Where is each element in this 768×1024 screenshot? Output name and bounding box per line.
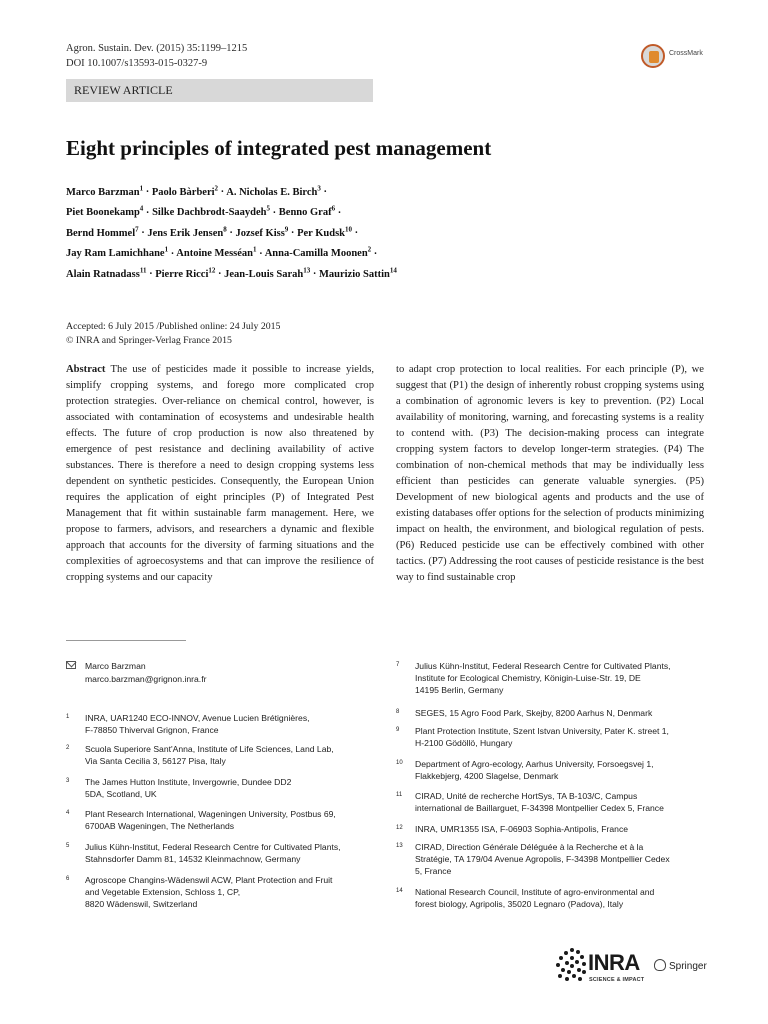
affiliation-text: CIRAD, Unité de recherche HortSys, TA B-103/C, Campus international de Baillarguet, F-34398 Montpellier Cedex 5, France (415, 791, 664, 814)
crossmark-badge[interactable] (641, 44, 736, 70)
author-affiliation-number: 14 (389, 266, 397, 274)
affiliation-number: 7 (396, 662, 400, 668)
inra-tagline: SCIENCE & IMPACT (589, 977, 645, 983)
affiliation-text: The James Hutton Institute, Invergowrie, Dundee DD2 5DA, Scotland, UK (85, 777, 292, 800)
author-name: A. Nicholas E. Birch$^3$ (226, 184, 321, 198)
author-affiliation-number: 2 (367, 245, 372, 254)
affiliation-text: Julius Kühn-Institut, Federal Research Centre for Cultivated Plants, Stahnsdorfer Damm 81, 14532 Kleinmachnow, Germany (85, 842, 341, 865)
author-name: Jay Ram Lamichhane$^1$ (66, 245, 169, 259)
author-affiliation-number: 2 (214, 184, 219, 192)
author-affiliation-number: 12 (208, 266, 216, 274)
author-name: Antoine Messéan$^1$ (176, 245, 257, 259)
author-name: Silke Dachbrodt-Saaydeh$^5$ (152, 204, 271, 218)
author-list: Marco Barzman$^1$ · Paolo Bàrberi$^2$ · A. Nicholas E. Birch$^3$ · Piet Boonekamp$^4$ · Silke Dachbrodt-Saaydeh$^5$ · Benno Graf$^6$ · Bernd Hommel$^7$ · Jens Erik Jensen$^8$ · Jozsef Kiss$^9$ · Per Kudsk$^{10}$ · Jay Ram Lamichhane$^1$ · Antoine Messéan$^1$ · Anna-Camilla Moonen$^2$ · Alain Ratnadass$^{11}$ · Pierre Ricci$^{12}$ · Jean-Louis Sarah$^{13}$ · Maurizio Sattin$^{14}$ (66, 184, 397, 280)
affiliation-text: INRA, UAR1240 ECO-INNOV, Avenue Lucien Brétignières, F-78850 Thiverval Grignon, France (85, 713, 310, 736)
author-affiliation-number: 5 (266, 204, 271, 213)
inra-dots-icon (556, 948, 586, 980)
author-affiliation-number: 7 (135, 225, 139, 233)
affiliation-number: 14 (396, 888, 403, 894)
affiliation-text: Agroscope Changins-Wädenswil ACW, Plant Protection and Fruit and Vegetable Extension, Schloss 1, CP, 8820 Wädenswil, Switzerland (85, 875, 333, 910)
affiliation-number: 6 (66, 876, 70, 882)
affiliation-text: Julius Kühn-Institut, Federal Research Centre for Cultivated Plants, Institute for Ecological Chemistry, Königin-Luise-Str. 19, DE 14195 Berlin, Germany (415, 661, 671, 696)
correspondence-name: Marco Barzman (85, 661, 146, 671)
affiliation-number: 1 (66, 714, 70, 720)
springer-logo (654, 959, 707, 972)
author-name: Alain Ratnadass$^{11}$ (66, 266, 147, 280)
affiliation-text: CIRAD, Direction Générale Déléguée à la Recherche et à la Stratégie, TA 179/04 Avenue Agropolis, F-34398 Montpellier Cedex 5, France (415, 842, 670, 877)
affiliation-text: SEGES, 15 Agro Food Park, Skejby, 8200 Aarhus N, Denmark (415, 708, 653, 718)
paper-title: Eight principles of integrated pest management (66, 136, 492, 160)
author-name: Anna-Camilla Moonen$^2$ (264, 245, 372, 259)
copyright-line: © INRA and Springer-Verlag France 2015 (66, 334, 232, 346)
affiliation-text: Department of Agro-ecology, Aarhus University, Forsoegsvej 1, Flakkebjerg, 4200 Slagelse, Denmark (415, 759, 654, 782)
affiliation-number: 2 (66, 745, 70, 751)
doi[interactable]: DOI 10.1007/s13593-015-0327-9 (66, 58, 208, 69)
affiliation-number: 13 (396, 843, 403, 849)
accepted-published-line: Accepted: 6 July 2015 /Published online: 24 July 2015 (66, 321, 281, 332)
affiliation-number: 5 (66, 843, 70, 849)
abstract-right-column (396, 362, 704, 586)
article-type-banner: REVIEW ARTICLE (66, 79, 373, 102)
author-affiliation-number: 8 (223, 225, 227, 233)
springer-wordmark: Springer (669, 961, 707, 972)
author-affiliation-number: 9 (284, 225, 289, 233)
author-name: Per Kudsk$^{10}$ (297, 225, 353, 239)
abstract-text-right: to adapt crop protection to local realities. For each principle (P), we suggest that (P1) the design of inherently robust cropping systems using a combination of agronomic levers is key to prevention. (P2) Local availability of monitoring, warning, and forecasting systems is a reality to contend with. (P3) The decision-making process can integrate cropping system factors to develop longer-term strategies. (P4) The combination of non-chemical methods that may be individually less efficient than pesticides can generate valuable synergies. (P5) Development of new biological agents and products and the use of existing databases offer options for the selection of products minimizing impact on health, the environment, and biological regulation of pests. (P6) Reduced pesticide use can be effectively combined with other tactics. (P7) Addressing the root causes of pesticide resistance is the best way to find sustainable crop (396, 364, 704, 583)
inra-logo (556, 946, 652, 990)
author-affiliation-number: 13 (303, 266, 311, 274)
author-affiliation-number: 11 (139, 266, 147, 274)
footnote-divider (66, 640, 186, 641)
affiliation-number: 9 (396, 727, 400, 733)
abstract-left-column (66, 362, 374, 586)
affiliation-number: 10 (396, 760, 403, 766)
abstract-heading: Abstract (66, 364, 106, 375)
affiliation-number: 8 (396, 709, 400, 715)
affiliation-number: 3 (66, 778, 70, 784)
author-name: Pierre Ricci$^{12}$ (155, 266, 216, 280)
author-affiliation-number: 6 (331, 204, 336, 213)
inra-wordmark: INRA (588, 950, 640, 975)
journal-citation: Agron. Sustain. Dev. (2015) 35:1199–1215 (66, 43, 248, 54)
springer-horse-icon (654, 959, 666, 971)
author-name: Jean-Louis Sarah$^{13}$ (224, 266, 311, 280)
affiliation-text: Plant Research International, Wageningen University, Postbus 69, 6700AB Wageningen, The Netherlands (85, 809, 336, 832)
publication-dates (66, 320, 280, 347)
author-affiliation-number: 1 (164, 245, 169, 254)
author-affiliation-number: 1 (139, 184, 144, 192)
author-affiliation-number: 10 (345, 225, 353, 233)
affiliation-number: 4 (66, 810, 70, 816)
author-name: Jens Erik Jensen$^8$ (147, 225, 227, 239)
envelope-icon (66, 661, 76, 669)
journal-reference (66, 41, 247, 71)
author-name: Maurizio Sattin$^{14}$ (318, 266, 397, 280)
author-name: Benno Graf$^6$ (278, 204, 336, 218)
author-name: Paolo Bàrberi$^2$ (151, 184, 219, 198)
correspondence-email[interactable]: marco.barzman@grignon.inra.fr (85, 674, 207, 684)
author-name: Bernd Hommel$^7$ (66, 225, 139, 239)
author-name: Piet Boonekamp$^4$ (66, 204, 144, 218)
affiliation-text: INRA, UMR1355 ISA, F-06903 Sophia-Antipolis, France (415, 824, 629, 834)
author-name: Marco Barzman$^1$ (66, 184, 144, 198)
abstract-text-left: The use of pesticides made it possible to increase yields, simplify cropping systems, and forego more complicated crop protection strategies. Over-reliance on chemical control, however, is associated with contamination of ecosystems and undesirable health effects. The future of crop production is now also threatened by emergence of pest resistance and declining availability of active substances. There is therefore a need to design cropping systems less dependent on synthetic pesticides. Consequently, the European Union requires the application of eight principles (P) of Integrated Pest Management that fit within sustainable farm management. Here, we propose to farmers, advisors, and researchers a dynamic and flexible approach that accounts for the diversity of farming situations and the complexities of agroecosystems and that can improve the resilience of cropping systems and our capacity (66, 364, 374, 583)
author-affiliation-number: 4 (139, 204, 144, 213)
affiliation-text: Scuola Superiore Sant'Anna, Institute of Life Sciences, Land Lab, Via Santa Cecilia 3, 56127 Pisa, Italy (85, 744, 334, 767)
author-affiliation-number: 3 (317, 184, 321, 192)
affiliation-text: Plant Protection Institute, Szent Istvan University, Pater K. street 1, H-2100 Gödöllö, Hungary (415, 726, 669, 749)
affiliation-number: 12 (396, 825, 403, 831)
author-affiliation-number: 1 (253, 245, 257, 254)
author-name: Jozsef Kiss$^9$ (235, 225, 289, 239)
affiliation-number: 11 (396, 792, 403, 798)
crossmark-label: CrossMark (669, 50, 703, 57)
crossmark-icon (641, 44, 665, 68)
affiliation-text: National Research Council, Institute of agro-environmental and forest biology, Agripolis, 35020 Legnaro (Padova), Italy (415, 887, 655, 910)
